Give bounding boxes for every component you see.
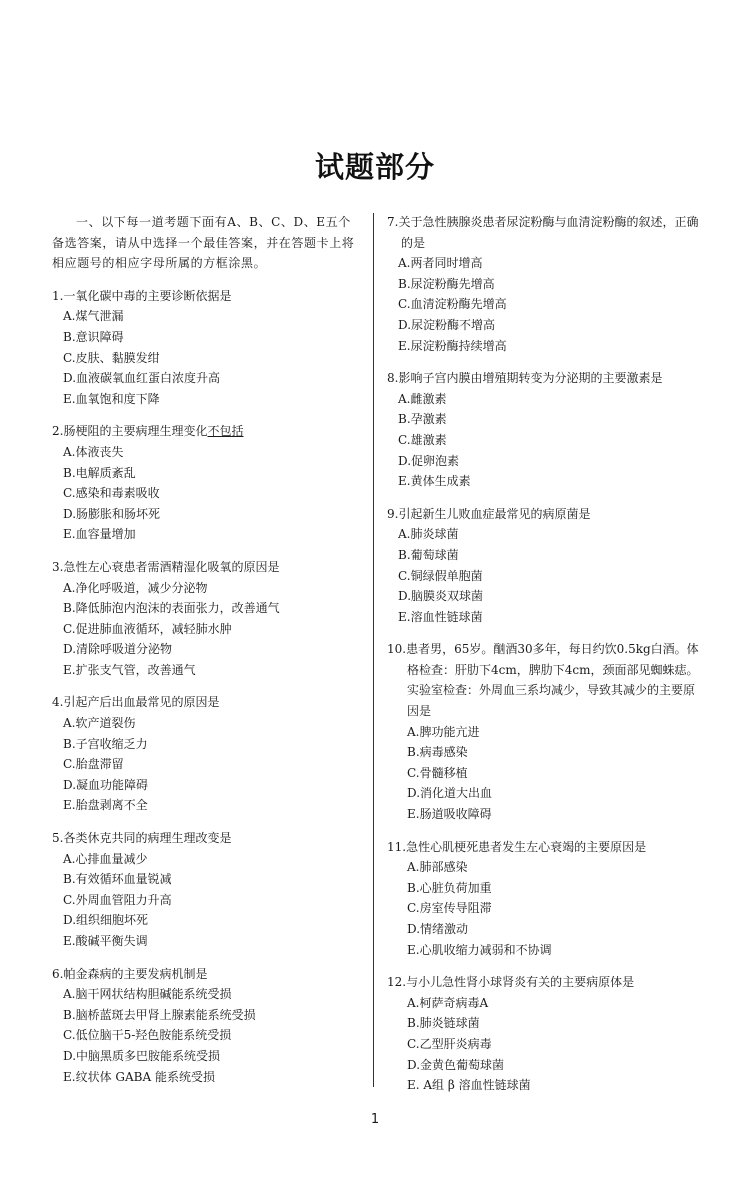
option-e: E.黄体生成素 — [398, 474, 471, 489]
right-column — [387, 212, 699, 1108]
option-d: D.情绪激动 — [407, 922, 469, 936]
option-e: E.扩张支气管，改善通气 — [63, 662, 196, 677]
question-4 — [52, 692, 362, 816]
option-e: E.溶血性链球菌 — [398, 609, 483, 624]
option-b: B.病毒感染 — [407, 745, 468, 760]
option-d: D.肠膨胀和肠坏死 — [63, 506, 161, 521]
instructions: 一、以下每一道考题下面有A、B、C、D、E五个备选答案，请从中选择一个最佳答案，并在答题卡上将相应题号的相应字母所属的方框涂黑。 — [52, 215, 355, 271]
option-c: C.感染和毒素吸收 — [63, 486, 160, 501]
question-stem — [52, 421, 362, 442]
question-7 — [387, 212, 699, 356]
option-d: D.中脑黑质多巴胺能系统受损 — [63, 1048, 221, 1063]
option-d: D.消化道大出血 — [407, 786, 493, 801]
option-b: B.肺炎链球菌 — [407, 1016, 480, 1031]
question-stem: 9.引起新生儿败血症最常见的病原菌是 — [387, 506, 591, 521]
option-e: E. A组 β 溶血性链球菌 — [407, 1078, 531, 1093]
question-stem: 1.一氧化碳中毒的主要诊断依据是 — [52, 288, 232, 303]
option-c: C.乙型肝炎病毒 — [407, 1036, 492, 1051]
option-d: D.血液碳氧血红蛋白浓度升高 — [63, 371, 221, 386]
option-c: C.促进肺血液循环，减轻肺水肿 — [63, 621, 232, 636]
option-b: B.降低肺泡内泡沫的表面张力，改善通气 — [63, 601, 280, 616]
option-d: D.金黄色葡萄球菌 — [407, 1057, 505, 1072]
option-e: E.血容量增加 — [63, 527, 136, 542]
left-column — [52, 212, 362, 1099]
question-10 — [387, 639, 699, 824]
option-a: A.净化呼吸道，减少分泌物 — [63, 580, 208, 595]
question-5 — [52, 828, 362, 952]
option-c: C.血清淀粉酶先增高 — [398, 297, 507, 312]
option-b: B.子宫收缩乏力 — [63, 736, 148, 751]
question-3 — [52, 557, 362, 681]
question-stem: 11.急性心肌梗死患者发生左心衰竭的主要原因是 — [387, 839, 647, 854]
option-a: A.心排血量减少 — [63, 851, 148, 866]
option-d: D.凝血功能障碍 — [63, 777, 149, 792]
option-c: C.皮肤、黏膜发绀 — [63, 350, 160, 365]
option-a: A.煤气泄漏 — [63, 309, 124, 324]
page-number: 1 — [370, 1112, 380, 1127]
option-a: A.雌激素 — [398, 391, 447, 406]
option-a: A.柯萨奇病毒A — [407, 995, 489, 1010]
option-c: C.雄激素 — [398, 432, 447, 447]
option-b: B.葡萄球菌 — [398, 547, 459, 562]
option-c: C.房室传导阻滞 — [407, 901, 492, 916]
option-d: D.尿淀粉酶不增高 — [398, 317, 496, 332]
page-title: 试题部分 — [314, 150, 435, 184]
option-b: B.意识障碍 — [63, 329, 124, 344]
question-stem: 10.患者男，65岁。酗酒30多年，每日约饮0.5kg白酒。体格检查：肝肋下4cm，脾肋下4cm，颈面部见蜘蛛痣。实验室检查：外周血三系均减少，导致其减少的主要原因是 — [387, 642, 699, 719]
option-d: D.脑膜炎双球菌 — [398, 589, 484, 604]
question-stem: 7.关于急性胰腺炎患者尿淀粉酶与血清淀粉酶的叙述，正确的是 — [387, 215, 699, 250]
option-c: C.骨髓移植 — [407, 765, 468, 780]
option-a: A.体液丧失 — [63, 444, 124, 459]
option-e: E.胎盘剥离不全 — [63, 798, 148, 813]
option-c: C.低位脑干5-羟色胺能系统受损 — [63, 1028, 232, 1043]
question-1 — [52, 286, 362, 410]
question-stem: 3.急性左心衰患者需酒精湿化吸氧的原因是 — [52, 559, 280, 574]
option-e: E.心肌收缩力减弱和不协调 — [407, 942, 552, 957]
option-d: D.促卵泡素 — [398, 453, 460, 468]
option-b: B.电解质紊乱 — [63, 465, 136, 480]
option-c: C.外周血管阻力升高 — [63, 892, 172, 907]
option-a: A.脑干网状结构胆碱能系统受损 — [63, 987, 232, 1002]
question-12 — [387, 972, 699, 1096]
question-stem-text: 2.肠梗阻的主要病理生理变化 — [52, 424, 208, 439]
question-stem: 5.各类休克共同的病理生理改变是 — [52, 831, 232, 846]
option-a: A.两者同时增高 — [398, 256, 483, 271]
option-c: C.铜绿假单胞菌 — [398, 568, 483, 583]
question-stem: 8.影响子宫内膜由增殖期转变为分泌期的主要激素是 — [387, 371, 663, 386]
option-b: B.有效循环血量锐减 — [63, 872, 172, 887]
option-e: E.尿淀粉酶持续增高 — [398, 338, 507, 353]
question-6 — [52, 964, 362, 1088]
option-a: A.肺炎球菌 — [398, 527, 459, 542]
option-b: B.尿淀粉酶先增高 — [398, 276, 495, 291]
option-a: A.肺部感染 — [407, 860, 468, 875]
option-b: B.心脏负荷加重 — [407, 880, 492, 895]
column-divider — [373, 213, 374, 1087]
option-a: A.脾功能亢进 — [407, 724, 480, 739]
option-c: C.胎盘滞留 — [63, 757, 124, 772]
question-stem: 12.与小儿急性肾小球肾炎有关的主要病原体是 — [387, 975, 635, 990]
question-8 — [387, 368, 699, 492]
option-e: E.肠道吸收障碍 — [407, 807, 492, 822]
option-a: A.软产道裂伤 — [63, 716, 136, 731]
question-2 — [52, 421, 362, 545]
option-b: B.脑桥蓝斑去甲肾上腺素能系统受损 — [63, 1007, 256, 1022]
option-d: D.组织细胞坏死 — [63, 913, 149, 928]
option-e: E.酸碱平衡失调 — [63, 934, 148, 948]
question-9 — [387, 504, 699, 628]
question-11 — [387, 837, 699, 961]
option-b: B.孕激素 — [398, 412, 447, 427]
option-d: D.清除呼吸道分泌物 — [63, 642, 173, 657]
option-e: E.血氧饱和度下降 — [63, 391, 160, 406]
underlined-emphasis: 不包括 — [207, 424, 244, 439]
question-stem: 4.引起产后出血最常见的原因是 — [52, 695, 220, 710]
option-e: E.纹状体 GABA 能系统受损 — [63, 1069, 215, 1084]
question-stem: 6.帕金森病的主要发病机制是 — [52, 966, 208, 981]
